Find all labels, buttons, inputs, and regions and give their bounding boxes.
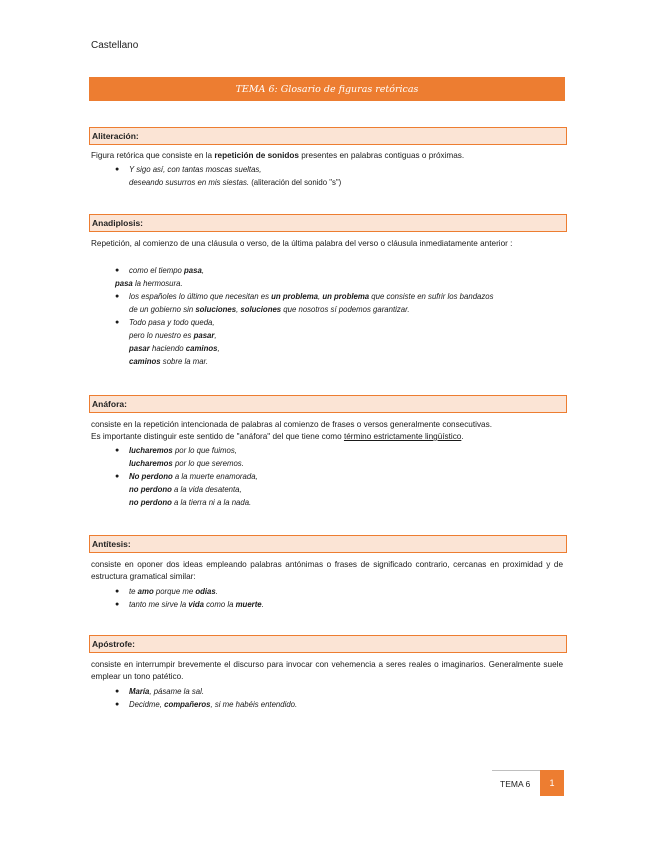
list-item: ● tanto me sirve la vida como la muerte.	[115, 600, 264, 609]
definition-anafora: consiste en la repetición intencionada de palabras al comienzo de frases o versos generalmente consecutivas. Es importante distinguir este sentido de "anáfora" del que tiene como término estrictamente lingüístico.	[91, 420, 492, 441]
bullet-icon: ●	[115, 588, 120, 595]
title-banner	[89, 77, 565, 101]
bullet-icon: ●	[115, 166, 120, 173]
footer-topic: TEMA 6	[500, 779, 531, 789]
bullet-icon: ●	[115, 293, 120, 300]
list-item-continuation: deseando susurros en mis siestas. (aliteración del sonido "s")	[129, 178, 342, 187]
bullet-icon: ●	[115, 701, 120, 708]
list-item-continuation: caminos sobre la mar.	[129, 357, 209, 366]
list-item: ● No perdono a la muerte enamorada,	[115, 472, 258, 481]
list-item: ● los españoles lo último que necesitan es un problema, un problema que consiste en sufrir los bandazos	[115, 292, 494, 301]
list-item-continuation: pero lo nuestro es pasar,	[129, 331, 217, 340]
document-header: Castellano	[91, 40, 139, 51]
list-item: ● Y sigo así, con tantas moscas sueltas,	[115, 165, 262, 174]
definition-anadiplosis: Repetición, al comienzo de una cláusula o verso, de la última palabra del verso o cláusula inmediatamente anterior :	[91, 239, 513, 248]
footer-divider	[492, 770, 540, 771]
bullet-icon: ●	[115, 319, 120, 326]
examples-anafora	[91, 444, 563, 509]
section-heading-anadiplosis: Anadiplosis:	[89, 214, 567, 232]
bullet-icon: ●	[115, 601, 120, 608]
list-item-continuation: pasa la hermosura.	[115, 279, 183, 288]
list-item: ● Decidme, compañeros, si me habéis entendido.	[115, 700, 298, 709]
bullet-icon: ●	[115, 473, 120, 480]
examples-antitesis	[91, 585, 563, 611]
definition-apostrofe: consiste en interrumpir brevemente el discurso para invocar con vehemencia a seres reales o imaginarios. Generalmente suele emplear un tono patético.	[91, 660, 563, 681]
list-item-continuation: no perdono a la vida desatenta,	[129, 485, 242, 494]
list-item-continuation: no perdono a la tierra ni a la nada.	[129, 498, 252, 507]
list-item: ● como el tiempo pasa,	[115, 266, 204, 275]
section-heading-aliteracion: Aliteración:	[89, 127, 567, 145]
section-heading-anafora: Anáfora:	[89, 395, 567, 413]
examples-apostrofe	[91, 685, 563, 711]
examples-aliteracion	[91, 163, 563, 189]
definition-antitesis: consiste en oponer dos ideas empleando palabras antónimas o frases de significado contrario, cercanas en proximidad y de estructura gramatical similar:	[91, 560, 563, 581]
underlined-term: término estrictamente lingüístico	[343, 432, 462, 441]
list-item-continuation: pasar haciendo caminos,	[129, 344, 220, 353]
list-item: ● te amo porque me odias.	[115, 587, 218, 596]
list-item: ● Todo pasa y todo queda,	[115, 318, 215, 327]
definition-aliteracion: Figura retórica que consiste en la repetición de sonidos presentes en palabras contiguas o próximas.	[91, 151, 465, 160]
highlight: repetición de sonidos	[214, 151, 299, 160]
list-item-continuation: de un gobierno sin soluciones, soluciones que nosotros sí podemos garantizar.	[129, 305, 410, 314]
section-heading-apostrofe: Apóstrofe:	[89, 635, 567, 653]
section-heading-antitesis: Antítesis:	[89, 535, 567, 553]
bullet-icon: ●	[115, 688, 120, 695]
banner-title: TEMA 6: Glosario de figuras retóricas	[235, 83, 419, 95]
bullet-icon: ●	[115, 447, 120, 454]
list-item: ● lucharemos por lo que fuimos,	[115, 446, 237, 455]
list-item-continuation: lucharemos por lo que seremos.	[129, 459, 244, 468]
list-item: ● María, pásame la sal.	[115, 687, 204, 696]
bullet-icon: ●	[115, 267, 120, 274]
page-number: 1	[540, 770, 564, 796]
examples-anadiplosis	[91, 264, 563, 368]
